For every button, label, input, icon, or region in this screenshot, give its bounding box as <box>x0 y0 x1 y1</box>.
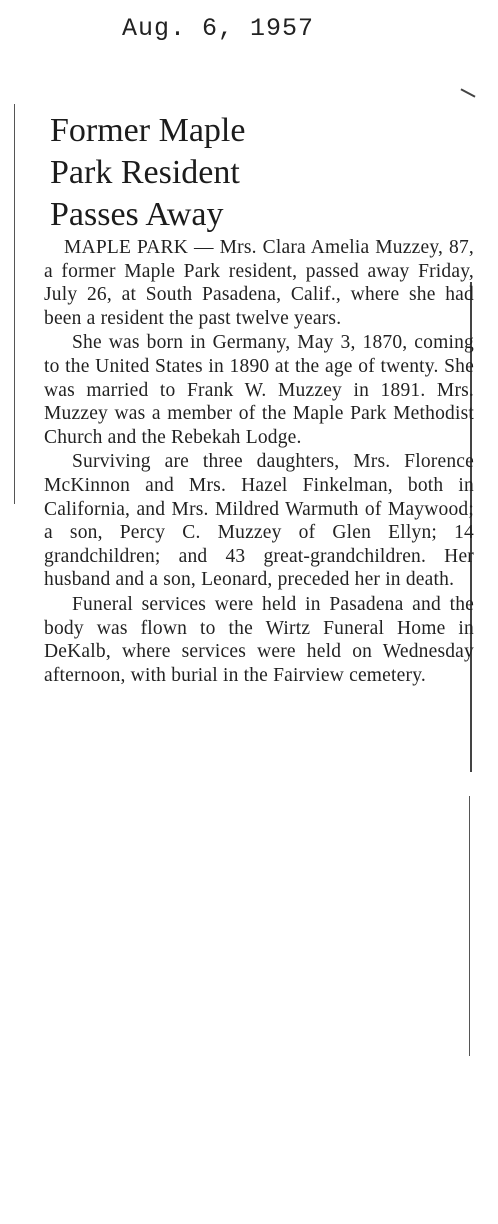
date-stamp: Aug. 6, 1957 <box>122 14 315 43</box>
headline-line-1: Former Maple <box>50 112 246 149</box>
article-body <box>44 236 474 688</box>
column-rule-left <box>14 104 15 504</box>
paragraph-3: Surviving are three daughters, Mrs. Florence McKinnon and Mrs. Hazel Finkelman, both in California, and Mrs. Mildred Warmuth of Maywood; a son, Percy C. Muzzey of Glen Ellyn; 14 grandchildren; and 43 great-grandchildren. Her husband and a son, Leonard, preceded her in death. <box>44 451 474 591</box>
column-rule-right-lower <box>469 796 470 1056</box>
newspaper-clipping <box>14 96 472 1066</box>
paragraph-4: Funeral services were held in Pasadena and the body was flown to the Wirtz Funeral Home in DeKalb, where services were held on Wednesday afternoon, with burial in the Fairview cemetery. <box>44 593 474 686</box>
paragraph-1: MAPLE PARK — Mrs. Clara Amelia Muzzey, 87, a former Maple Park resident, passed away Friday, July 26, at South Pasadena, Calif., where she had been a resident the past twelve years. <box>44 237 474 329</box>
headline-line-3: Passes Away <box>50 196 224 233</box>
headline <box>50 110 245 236</box>
paragraph-2: She was born in Germany, May 3, 1870, coming to the United States in 1890 at the age of twenty. She was married to Frank W. Muzzey in 1891. Mrs. Muzzey was a member of the Maple Park Methodist Church and the Rebekah Lodge. <box>44 332 474 448</box>
headline-line-2: Park Resident <box>50 154 240 191</box>
